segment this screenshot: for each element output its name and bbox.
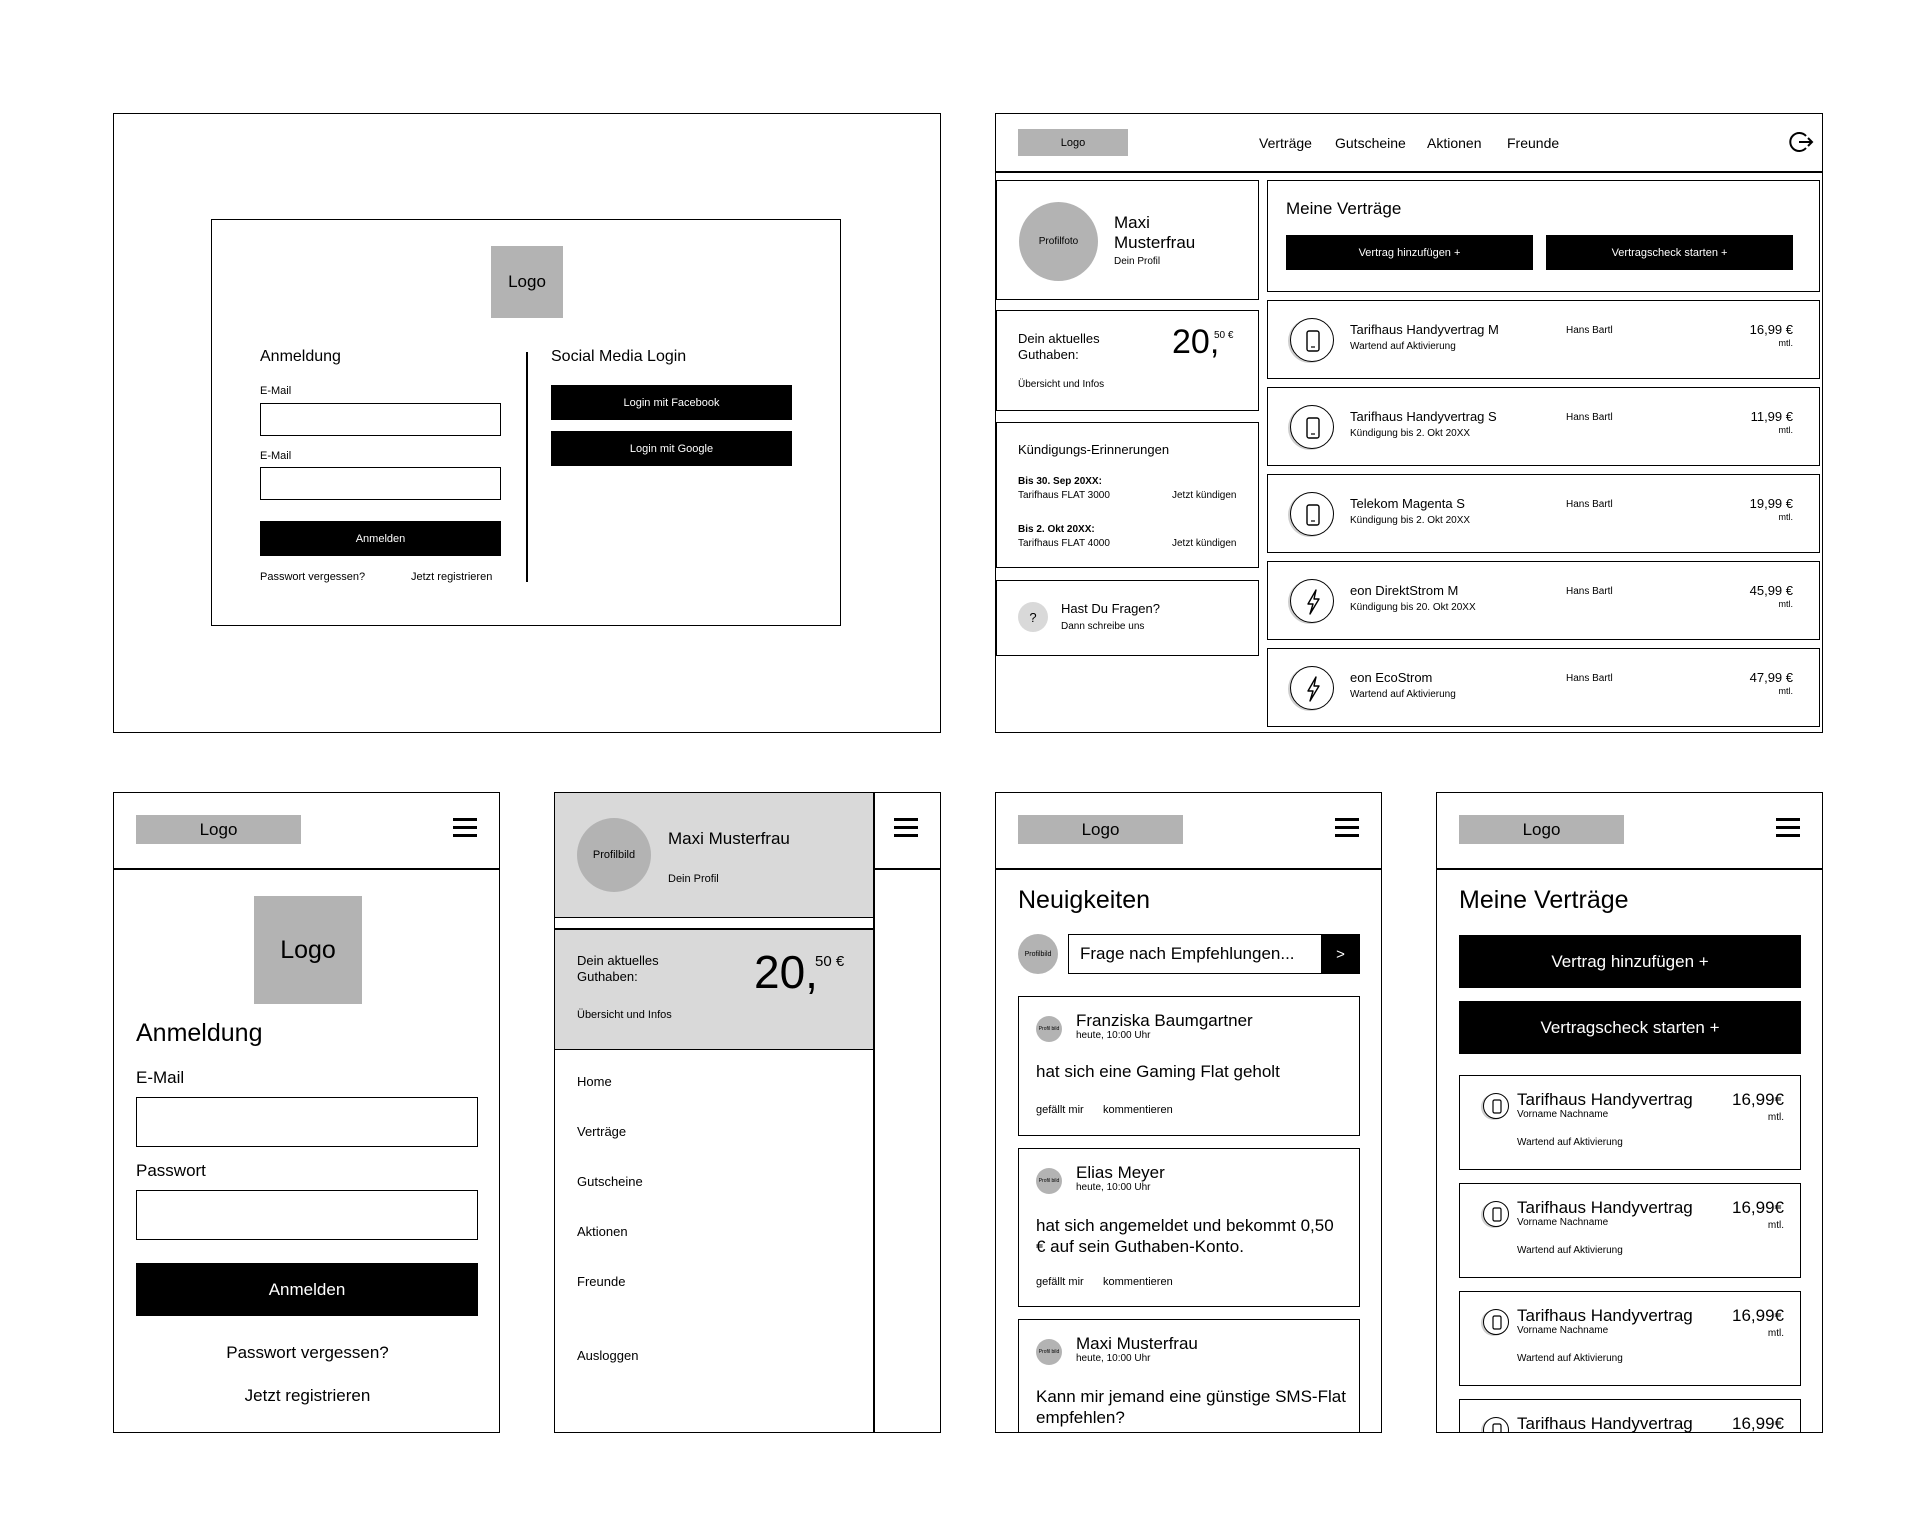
contract-name: eon EcoStrom xyxy=(1350,670,1433,685)
post-time: heute, 10:00 Uhr xyxy=(1076,1182,1151,1193)
contract-owner: Hans Bartl xyxy=(1566,499,1613,510)
nav-vertraege[interactable]: Verträge xyxy=(1259,135,1312,151)
mobile-login-frame xyxy=(113,792,500,1433)
balance-label: Dein aktuelles Guthaben: xyxy=(1018,331,1100,362)
contract-price: 16,99€ xyxy=(1732,1306,1784,1325)
contract-owner: Vorname Nachname xyxy=(1517,1217,1609,1228)
phone-icon xyxy=(1483,1417,1509,1433)
contract-price: 16,99 € xyxy=(1749,322,1793,337)
contract-price: 16,99€ xyxy=(1732,1414,1784,1433)
post-author: Maxi Musterfrau xyxy=(1076,1334,1198,1353)
facebook-login-button[interactable]: Login mit Facebook xyxy=(551,385,792,420)
add-contract-button[interactable]: Vertrag hinzufügen + xyxy=(1459,935,1801,988)
menu-item-gutscheine[interactable]: Gutscheine xyxy=(577,1174,643,1189)
contract-price: 45,99 € xyxy=(1749,583,1793,598)
post-time: heute, 10:00 Uhr xyxy=(1076,1030,1151,1041)
login-title: Anmeldung xyxy=(136,1019,263,1047)
menu-item-home[interactable]: Home xyxy=(577,1074,612,1089)
profile-link[interactable]: Dein Profil xyxy=(1114,256,1161,267)
contract-status: Wartend auf Aktivierung xyxy=(1517,1137,1623,1148)
email-label: E-Mail xyxy=(136,1068,185,1087)
contract-period: mtl. xyxy=(1778,425,1793,435)
reminder-date: Bis 30. Sep 20XX: xyxy=(1018,476,1102,487)
contract-status: Wartend auf Aktivierung xyxy=(1350,341,1456,352)
header-divider xyxy=(996,868,1382,870)
mobile-menu-frame xyxy=(554,792,941,1433)
contract-price: 11,99 € xyxy=(1750,409,1793,424)
drawer-edge xyxy=(873,793,875,1433)
contract-owner: Vorname Nachname xyxy=(1517,1109,1609,1120)
contract-name: Tarifhaus Handyvertrag xyxy=(1517,1414,1693,1433)
post-text: hat sich eine Gaming Flat geholt xyxy=(1036,1062,1280,1081)
header-logo: Logo xyxy=(136,815,301,844)
contract-status: Wartend auf Aktivierung xyxy=(1517,1353,1623,1364)
contract-check-button[interactable]: Vertragscheck starten + xyxy=(1459,1001,1801,1054)
login-card xyxy=(211,219,841,626)
contract-period: mtl. xyxy=(1778,686,1793,696)
contract-name: Tarifhaus Handyvertrag xyxy=(1517,1198,1693,1217)
email-label-2: E-Mail xyxy=(260,450,292,462)
profile-name: Maxi Musterfrau xyxy=(668,829,790,848)
menu-item-logout[interactable]: Ausloggen xyxy=(577,1348,639,1363)
contract-period: mtl. xyxy=(1778,599,1793,609)
logo: Logo xyxy=(491,246,563,318)
password-input[interactable] xyxy=(260,467,501,500)
balance-label: Dein aktuelles Guthaben: xyxy=(577,953,659,984)
contract-status: Kündigung bis 2. Okt 20XX xyxy=(1350,428,1471,439)
hamburger-icon[interactable] xyxy=(894,818,918,837)
lightning-icon xyxy=(1290,579,1334,623)
help-title: Hast Du Fragen? xyxy=(1061,601,1160,616)
logo: Logo xyxy=(254,896,362,1004)
contract-status: Wartend auf Aktivierung xyxy=(1517,1245,1623,1256)
balance-amount: 20, xyxy=(1172,323,1220,361)
login-button[interactable]: Anmelden xyxy=(260,521,501,556)
profile-name: Maxi Musterfrau xyxy=(1114,213,1196,252)
menu-item-aktionen[interactable]: Aktionen xyxy=(577,1224,628,1239)
menu-item-vertraege[interactable]: Verträge xyxy=(577,1124,627,1139)
profile-photo: Profilbild xyxy=(577,818,651,892)
nav-freunde[interactable]: Freunde xyxy=(1507,135,1560,151)
post-avatar: Profil bild xyxy=(1036,1168,1062,1194)
post-author: Elias Meyer xyxy=(1076,1163,1165,1182)
phone-icon xyxy=(1290,492,1334,536)
logout-icon[interactable] xyxy=(1788,130,1814,154)
hamburger-icon[interactable] xyxy=(1335,818,1359,837)
contract-price: 47,99 € xyxy=(1749,670,1793,685)
post-text: Kann mir jemand eine günstige SMS-Flat empfehlen? xyxy=(1036,1387,1346,1427)
logo: Logo xyxy=(1018,129,1128,156)
contract-price: 19,99 € xyxy=(1749,496,1793,511)
comment-link[interactable]: kommentieren xyxy=(1103,1104,1173,1116)
social-login-title: Social Media Login xyxy=(551,348,687,365)
recommendation-placeholder: Frage nach Empfehlungen... xyxy=(1080,944,1295,963)
register-link[interactable]: Jetzt registrieren xyxy=(411,571,493,583)
forgot-password-link[interactable]: Passwort vergessen? xyxy=(226,1343,389,1362)
password-label: Passwort xyxy=(136,1161,206,1180)
reminders-title: Kündigungs-Erinnerungen xyxy=(1018,442,1170,457)
reminder-name: Tarifhaus FLAT 3000 xyxy=(1018,490,1110,501)
contract-period: mtl. xyxy=(1767,1328,1784,1339)
like-link[interactable]: gefällt mir xyxy=(1036,1276,1084,1288)
nav-aktionen[interactable]: Aktionen xyxy=(1427,135,1482,151)
phone-icon xyxy=(1483,1309,1509,1335)
contract-period: mtl. xyxy=(1778,512,1793,522)
reminder-date: Bis 2. Okt 20XX: xyxy=(1018,524,1095,535)
desktop-login-frame xyxy=(113,113,941,733)
menu-item-freunde[interactable]: Freunde xyxy=(577,1274,626,1289)
lightning-icon xyxy=(1290,666,1334,710)
contract-name: Tarifhaus Handyvertrag S xyxy=(1350,409,1497,424)
phone-icon xyxy=(1483,1093,1509,1119)
contract-price: 16,99€ xyxy=(1732,1090,1784,1109)
contract-name: eon DirektStrom M xyxy=(1350,583,1459,598)
nav-gutscheine[interactable]: Gutscheine xyxy=(1335,135,1406,151)
post-text: hat sich angemeldet und bekommt 0,50 € auf sein Guthaben-Konto. xyxy=(1036,1216,1334,1256)
forgot-password-link[interactable]: Passwort vergessen? xyxy=(260,571,366,583)
login-button[interactable]: Anmelden xyxy=(136,1263,478,1316)
reminder-name: Tarifhaus FLAT 4000 xyxy=(1018,538,1110,549)
desktop-dashboard-frame xyxy=(995,113,1823,733)
contract-owner: Hans Bartl xyxy=(1566,586,1613,597)
balance-link[interactable]: Übersicht und Infos xyxy=(1018,379,1105,390)
balance-link[interactable]: Übersicht und Infos xyxy=(577,1009,672,1021)
post-author: Franziska Baumgartner xyxy=(1076,1011,1253,1030)
contract-status: Wartend auf Aktivierung xyxy=(1350,689,1456,700)
email-input[interactable] xyxy=(260,403,501,436)
balance-cents: 50 € xyxy=(815,953,845,970)
cancel-link[interactable]: Jetzt kündigen xyxy=(1172,538,1237,549)
contract-name: Tarifhaus Handyvertrag xyxy=(1517,1306,1693,1325)
help-subtitle: Dann schreibe uns xyxy=(1061,621,1145,632)
mobile-news-frame xyxy=(995,792,1382,1433)
post-avatar: Profil bild xyxy=(1036,1016,1062,1042)
contracts-title: Meine Verträge xyxy=(1459,886,1629,914)
google-login-button[interactable]: Login mit Google xyxy=(551,431,792,466)
hamburger-icon[interactable] xyxy=(453,818,477,837)
contracts-title: Meine Verträge xyxy=(1286,199,1402,218)
contract-owner: Vorname Nachname xyxy=(1517,1325,1609,1336)
contract-owner: Hans Bartl xyxy=(1566,412,1613,423)
phone-icon xyxy=(1483,1201,1509,1227)
header-logo: Logo xyxy=(1018,815,1183,844)
question-icon: ? xyxy=(1018,602,1048,632)
header-divider xyxy=(996,171,1823,173)
cancel-link[interactable]: Jetzt kündigen xyxy=(1172,490,1237,501)
login-title: Anmeldung xyxy=(260,348,341,365)
submit-button[interactable]: > xyxy=(1321,934,1360,974)
contract-price: 16,99€ xyxy=(1732,1198,1784,1217)
mobile-contracts-frame xyxy=(1436,792,1823,1433)
contract-name: Telekom Magenta S xyxy=(1350,496,1465,511)
add-contract-button[interactable]: Vertrag hinzufügen + xyxy=(1286,235,1533,270)
balance-amount: 20, xyxy=(754,946,818,998)
header-logo: Logo xyxy=(1459,815,1624,844)
phone-icon xyxy=(1290,405,1334,449)
contract-period: mtl. xyxy=(1767,1220,1784,1231)
like-link[interactable]: gefällt mir xyxy=(1036,1104,1084,1116)
contract-name: Tarifhaus Handyvertrag M xyxy=(1350,322,1499,337)
balance-cents: 50 € xyxy=(1214,330,1234,341)
balance-card[interactable] xyxy=(555,930,873,1050)
header-divider xyxy=(1437,868,1823,870)
profile-link[interactable]: Dein Profil xyxy=(668,873,719,885)
header-divider xyxy=(114,868,500,870)
user-avatar: Profilbild xyxy=(1018,934,1058,974)
profile-photo: Profilfoto xyxy=(1019,202,1098,281)
post-time: heute, 10:00 Uhr xyxy=(1076,1353,1151,1364)
header-divider xyxy=(873,868,941,870)
phone-icon xyxy=(1290,318,1334,362)
email-input[interactable] xyxy=(136,1097,478,1147)
comment-link[interactable]: kommentieren xyxy=(1103,1276,1173,1288)
news-title: Neuigkeiten xyxy=(1018,886,1151,914)
divider xyxy=(526,352,528,582)
contract-check-button[interactable]: Vertragscheck starten + xyxy=(1546,235,1793,270)
contract-status: Kündigung bis 2. Okt 20XX xyxy=(1350,515,1471,526)
post-avatar: Profil bild xyxy=(1036,1339,1062,1365)
email-label: E-Mail xyxy=(260,385,292,397)
register-link[interactable]: Jetzt registrieren xyxy=(244,1386,371,1405)
contract-period: mtl. xyxy=(1767,1112,1784,1123)
contract-period: mtl. xyxy=(1778,338,1793,348)
contract-name: Tarifhaus Handyvertrag xyxy=(1517,1090,1693,1109)
hamburger-icon[interactable] xyxy=(1776,818,1800,837)
password-input[interactable] xyxy=(136,1190,478,1240)
contract-status: Kündigung bis 20. Okt 20XX xyxy=(1350,602,1476,613)
contract-owner: Hans Bartl xyxy=(1566,673,1613,684)
contract-owner: Hans Bartl xyxy=(1566,325,1613,336)
